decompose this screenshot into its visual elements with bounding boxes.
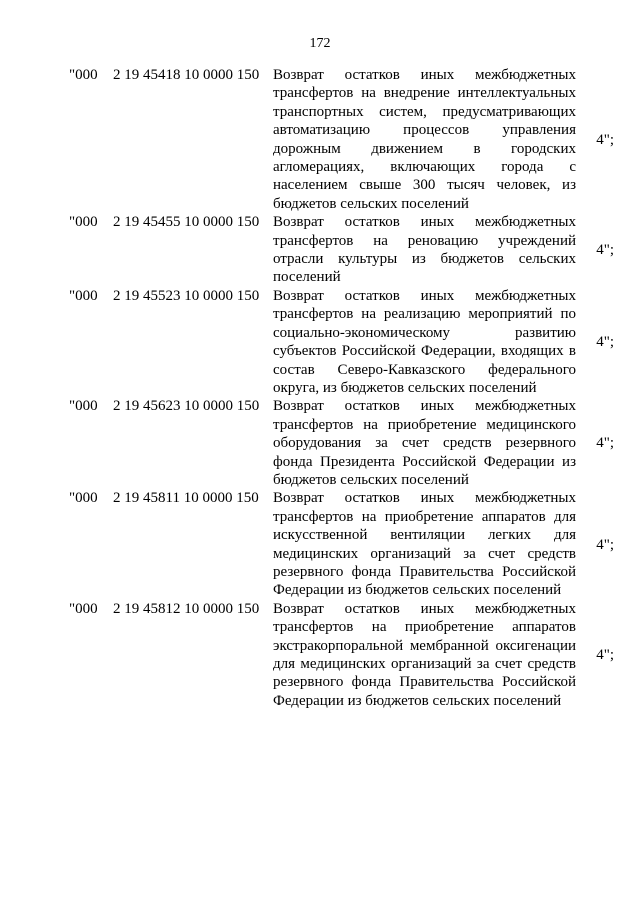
- budget-code: 2 19 45623 10 0000 150: [113, 398, 260, 415]
- budget-code: 2 19 45811 10 0000 150: [113, 490, 259, 507]
- budget-code-row: [69, 489, 614, 599]
- budget-code: 2 19 45523 10 0000 150: [113, 287, 260, 304]
- row-suffix: 4";: [596, 242, 614, 259]
- row-suffix: 4";: [596, 536, 614, 553]
- page-number: 172: [309, 36, 331, 51]
- budget-code-description: Возврат остатков иных межбюджетных трансфертов на приобретение аппаратов экстракорпоральной мембранной оксигенации для медицинских организаций за счет средств резервного фонда Правительства Российской Федерации из бюджетов сельских поселений: [273, 600, 576, 709]
- budget-code-description: Возврат остатков иных межбюджетных трансфертов на внедрение интеллектуальных транспортных систем, предусматривающих автоматизацию процессов управления дорожным движением в городских агломерациях, включающих города с населением свыше 300 тысяч человек, из бюджетов сельских поселений: [273, 67, 576, 212]
- row-prefix: "000: [69, 600, 98, 617]
- budget-code-row: [69, 287, 614, 397]
- budget-code-row: [69, 397, 614, 489]
- budget-code-description: Возврат остатков иных межбюджетных трансфертов на приобретение аппаратов для искусственной вентиляции легких для медицинских организаций за счет средств резервного фонда Правительства Российской Федерации из бюджетов сельских поселений: [273, 490, 576, 599]
- budget-code-row: [69, 66, 614, 213]
- budget-code-description: Возврат остатков иных межбюджетных трансфертов на реновацию учреждений отрасли культуры из бюджетов сельских поселений: [273, 214, 576, 286]
- row-prefix: "000: [69, 287, 98, 304]
- row-suffix: 4";: [596, 435, 614, 452]
- budget-code: 2 19 45418 10 0000 150: [113, 67, 260, 83]
- row-prefix: "000: [69, 490, 98, 507]
- budget-code-row: [69, 600, 614, 710]
- row-suffix: 4";: [596, 131, 614, 148]
- row-prefix: "000: [69, 67, 98, 83]
- budget-code-row: [69, 213, 614, 287]
- budget-code-description: Возврат остатков иных межбюджетных трансфертов на приобретение медицинского оборудования за счет средств резервного фонда Президента Российской Федерации из бюджетов сельских поселений: [273, 398, 576, 488]
- row-prefix: "000: [69, 214, 98, 231]
- row-prefix: "000: [69, 398, 98, 415]
- budget-code-description: Возврат остатков иных межбюджетных трансфертов на реализацию мероприятий по социально-экономическому развитию субъектов Российской Федерации, входящих в состав Северо-Кавказского федерального округа, из бюджетов сельских поселений: [273, 287, 576, 396]
- budget-code-list: [69, 66, 614, 710]
- row-suffix: 4";: [596, 647, 614, 663]
- budget-code: 2 19 45455 10 0000 150: [113, 214, 260, 231]
- budget-code: 2 19 45812 10 0000 150: [113, 600, 260, 617]
- row-suffix: 4";: [596, 334, 614, 351]
